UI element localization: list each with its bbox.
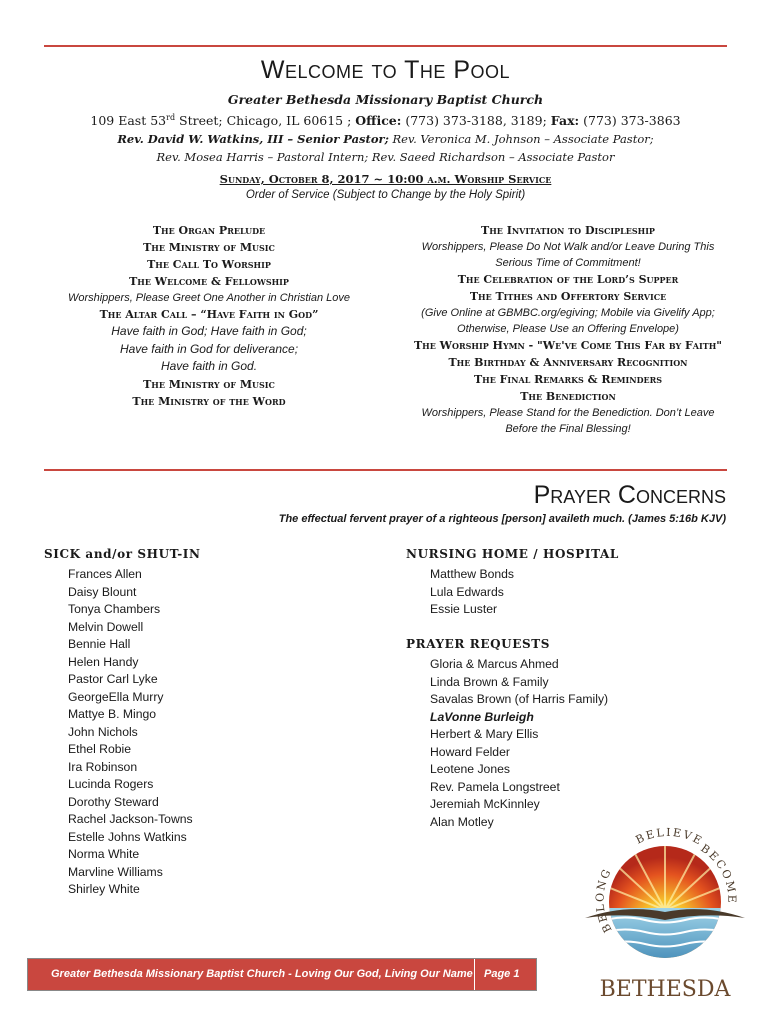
church-name: Greater Bethesda Missionary Baptist Church xyxy=(227,92,544,107)
final-remarks: The Final Remarks & Reminders xyxy=(473,373,663,386)
list-item: Ethel Robie xyxy=(68,742,132,756)
footer-text: Greater Bethesda Missionary Baptist Church - Loving Our God, Living Our Name xyxy=(51,968,473,980)
page-title: Welcome to The Pool xyxy=(260,56,511,84)
list-item: Dorothy Steward xyxy=(68,794,159,809)
logo-arc-right: BECOME xyxy=(698,841,739,905)
list-item: Norma White xyxy=(68,847,140,861)
sick-list xyxy=(68,566,193,899)
footer-divider xyxy=(474,959,475,990)
bethesda-logo xyxy=(580,820,750,1010)
list-item: Estelle Johns Watkins xyxy=(68,829,187,844)
middle-divider xyxy=(44,469,727,471)
tithes-note-1: (Give Online at GBMBC.org/egiving; Mobile via Givelify App; xyxy=(421,307,715,319)
faith-line-3: Have faith in God. xyxy=(160,359,258,373)
call-to-worship: The Call To Worship xyxy=(147,258,271,271)
list-item: Herbert & Mary Ellis xyxy=(430,727,539,741)
list-item: Jeremiah McKinnley xyxy=(430,797,540,811)
list-item: Mattye B. Mingo xyxy=(68,707,157,721)
list-item: Savalas Brown (of Harris Family) xyxy=(430,692,609,706)
service-title: Sunday, October 8, 2017 ~ 10:00 a.m. Worship Service xyxy=(219,172,552,186)
pastors-line-1 xyxy=(44,130,727,148)
pastors-line-2: Rev. Mosea Harris – Pastoral Intern; Rev. Saeed Richardson – Associate Pastor xyxy=(156,150,615,165)
sick-heading: SICK and/or SHUT-IN xyxy=(44,547,201,561)
faith-line-1: Have faith in God; Have faith in God; xyxy=(111,324,307,338)
list-item: Shirley White xyxy=(68,882,140,896)
scripture-quote: The effectual fervent prayer of a righteous [person] availeth much. (James 5:16b KJV) xyxy=(278,513,726,525)
welcome-note: Worshippers, Please Greet One Another in Christian Love xyxy=(67,292,351,304)
associate-pastor: Rev. Veronica M. Johnson – Associate Pastor; xyxy=(388,132,654,147)
ministry-of-music: The Ministry of Music xyxy=(143,241,275,254)
order-of-service-right xyxy=(393,222,743,437)
list-item: Daisy Blount xyxy=(68,584,137,599)
benediction-note-1: Worshippers, Please Stand for the Benediction. Don’t Leave xyxy=(421,407,715,419)
list-item: Marvline Williams xyxy=(68,864,163,879)
page-number: Page 1 xyxy=(484,968,520,980)
worship-hymn: The Worship Hymn - "We've Come This Far by Faith" xyxy=(413,339,722,352)
tithes-note-2: Otherwise, Please Use an Offering Envelope) xyxy=(457,323,679,335)
faith-line-2: Have faith in God for deliverance; xyxy=(119,341,299,356)
list-item: Tonya Chambers xyxy=(68,602,161,616)
list-item: Leotene Jones xyxy=(430,762,510,776)
address-city: Street; Chicago, IL 60615 ; xyxy=(175,113,356,129)
ministry-of-music-2: The Ministry of Music xyxy=(143,377,275,391)
list-item: Lula Edwards xyxy=(430,584,504,599)
organ-prelude: The Organ Prelude xyxy=(152,224,266,237)
invitation-note-2: Serious Time of Commitment! xyxy=(495,257,641,269)
list-item: Alan Motley xyxy=(430,814,494,829)
logo-wordmark: BETHESDA xyxy=(599,977,731,1002)
footer-bar xyxy=(27,958,537,991)
office-phone: (773) 373-3188, 3189; xyxy=(401,113,551,129)
logo-arc-top: BELIEVE xyxy=(633,825,706,849)
list-item: Gloria & Marcus Ahmed xyxy=(430,657,559,671)
ministry-of-word: The Ministry of the Word xyxy=(132,394,286,408)
office-label: Office: xyxy=(355,113,402,129)
top-divider xyxy=(44,45,727,47)
prayer-requests-heading: PRAYER REQUESTS xyxy=(406,637,551,651)
list-item: Pastor Carl Lyke xyxy=(68,672,158,686)
list-item: Matthew Bonds xyxy=(430,567,515,581)
fax-label: Fax: xyxy=(550,113,580,129)
logo-arc-left: BELONG xyxy=(593,865,615,935)
welcome-fellowship: The Welcome & Fellowship xyxy=(129,275,289,288)
senior-pastor: Rev. David W. Watkins, III – Senior Pastor; xyxy=(117,132,389,147)
list-item: Rachel Jackson-Towns xyxy=(68,812,193,826)
list-item: Howard Felder xyxy=(430,744,510,759)
altar-call: The Altar Call – “Have Faith in God” xyxy=(99,308,319,321)
list-item: LaVonne Burleigh xyxy=(430,709,534,724)
list-item: Linda Brown & Family xyxy=(430,674,549,689)
address-sup: rd xyxy=(166,113,176,122)
list-item: Essie Luster xyxy=(430,602,498,616)
invitation-discipleship: The Invitation to Discipleship xyxy=(481,224,655,237)
prayer-concerns-title: Prayer Concerns xyxy=(533,481,726,509)
order-of-service-left xyxy=(44,222,374,410)
address-street: 109 East 53 xyxy=(90,113,167,129)
nursing-heading: NURSING HOME / HOSPITAL xyxy=(406,547,619,561)
list-item: GeorgeElla Murry xyxy=(68,689,164,704)
list-item: Helen Handy xyxy=(68,654,139,669)
header xyxy=(44,55,727,166)
list-item: Ira Robinson xyxy=(68,759,138,774)
nursing-list xyxy=(430,566,514,619)
list-item: John Nichols xyxy=(68,724,138,739)
church-address xyxy=(44,109,727,130)
benediction-note-2: Before the Final Blessing! xyxy=(505,423,631,435)
tithes-offertory: The Tithes and Offertory Service xyxy=(469,290,667,303)
benediction: The Benediction xyxy=(520,390,616,403)
list-item: Rev. Pamela Longstreet xyxy=(430,779,560,794)
fax-number: (773) 373-3863 xyxy=(579,113,681,129)
prayer-requests-list xyxy=(430,656,608,831)
list-item: Melvin Dowell xyxy=(68,619,144,634)
lords-supper: The Celebration of the Lord’s Supper xyxy=(457,273,679,286)
birthday-recognition: The Birthday & Anniversary Recognition xyxy=(448,356,688,369)
service-subtitle: Order of Service (Subject to Change by the Holy Spirit) xyxy=(245,189,526,201)
invitation-note-1: Worshippers, Please Do Not Walk and/or Leave During This xyxy=(421,241,715,253)
list-item: Lucinda Rogers xyxy=(68,777,154,791)
list-item: Frances Allen xyxy=(68,567,142,581)
list-item: Bennie Hall xyxy=(68,637,131,651)
